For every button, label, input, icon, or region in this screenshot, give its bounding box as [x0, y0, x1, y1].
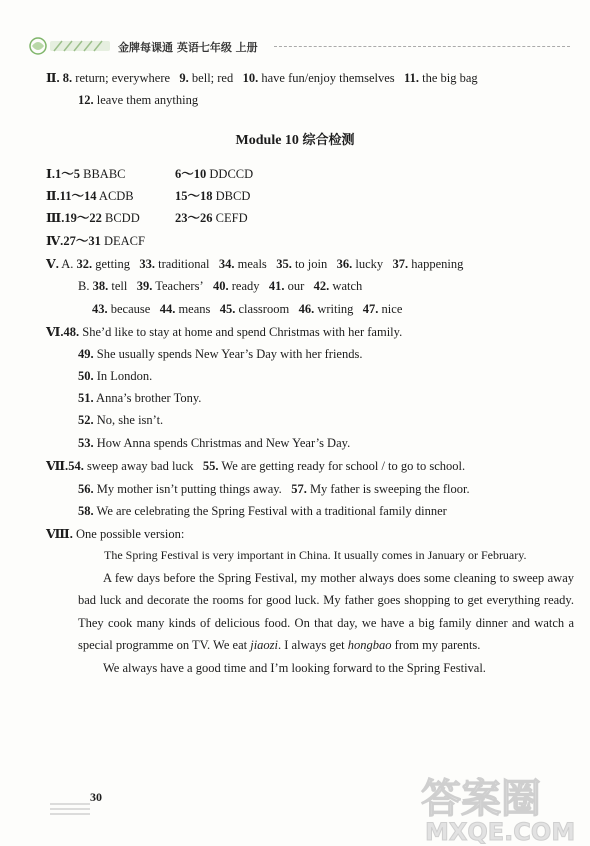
section-7-line-2: 56. My mother isn’t putting things away. 57. My father is sweeping the floor.	[78, 482, 470, 496]
watermark-logo-icon	[415, 768, 583, 844]
module-title: Module 10 综合检测	[235, 133, 355, 148]
section-5-line-1: Ⅴ. A. 32. getting 33. traditional 34. meals 35. to join 36. lucky 37. happening	[46, 257, 464, 271]
section-1: Ⅰ.1～5 BBABC	[46, 167, 126, 181]
section-3: Ⅲ.19～22 BCDD	[46, 211, 140, 225]
book-series-logo-icon	[28, 36, 113, 56]
section-1-b: 6～10 DDCCD	[175, 167, 254, 181]
section-3-b: 23～26 CEFD	[175, 211, 248, 225]
essay-paragraph-1: The Spring Festival is very important in China. It usually comes in January or February.	[104, 548, 527, 562]
page-number: 30	[90, 790, 102, 804]
section-8-heading: Ⅷ. One possible version:	[46, 527, 185, 541]
sample-essay	[78, 544, 574, 680]
svg-text:MXQE.COM: MXQE.COM	[425, 818, 576, 844]
book-title: 金牌每课通 英语七年级 上册	[118, 41, 258, 54]
section-5-line-2: B. 38. tell 39. Teachers’ 40. ready 41. our 42. watch	[78, 279, 363, 293]
essay-paragraph-2: A few days before the Spring Festival, my mother always does some cleaning to sweep away bad luck and decorate the rooms for good luck. My father goes shopping to get everything ready. They cook many kinds of delicious food. On that day, we have a big family dinner and watch a special programme on TV. We eat jiaozi. I always get hongbao from my parents.	[78, 570, 574, 653]
section-6-item: 51. Anna’s brother Tony.	[78, 391, 202, 405]
section-7-line-1: Ⅶ.54. sweep away bad luck 55. We are getting ready for school / to go to school.	[46, 459, 466, 473]
section-2-b: 15～18 DBCD	[175, 189, 251, 203]
prev-section-2-line-1: Ⅱ. 8. return; everywhere 9. bell; red 10. have fun/enjoy themselves 11. the big bag	[46, 71, 478, 85]
section-7-line-3: 58. We are celebrating the Spring Festival with a traditional family dinner	[78, 504, 447, 518]
section-2: Ⅱ.11～14 ACDB	[46, 189, 134, 203]
section-6-item: 49. She usually spends New Year’s Day with her friends.	[78, 347, 363, 361]
prev-section-2-line-2: 12. leave them anything	[78, 93, 199, 107]
section-6-item: 53. How Anna spends Christmas and New Year’s Day.	[78, 436, 351, 450]
section-6-item: 52. No, she isn’t.	[78, 413, 164, 427]
svg-text:答案圈: 答案圈	[421, 776, 541, 822]
essay-paragraph-3: We always have a good time and I’m looking forward to the Spring Festival.	[103, 660, 486, 675]
section-6-item: Ⅵ.48. She’d like to stay at home and spend Christmas with her family.	[46, 325, 403, 339]
section-4: Ⅳ.27～31 DEACF	[46, 234, 145, 248]
footer-decoration-icon	[50, 800, 90, 820]
section-6-item: 50. In London.	[78, 369, 153, 383]
section-5-line-3: 43. because 44. means 45. classroom 46. writing 47. nice	[92, 302, 403, 316]
header-rule	[274, 46, 570, 47]
page-header	[28, 36, 573, 58]
